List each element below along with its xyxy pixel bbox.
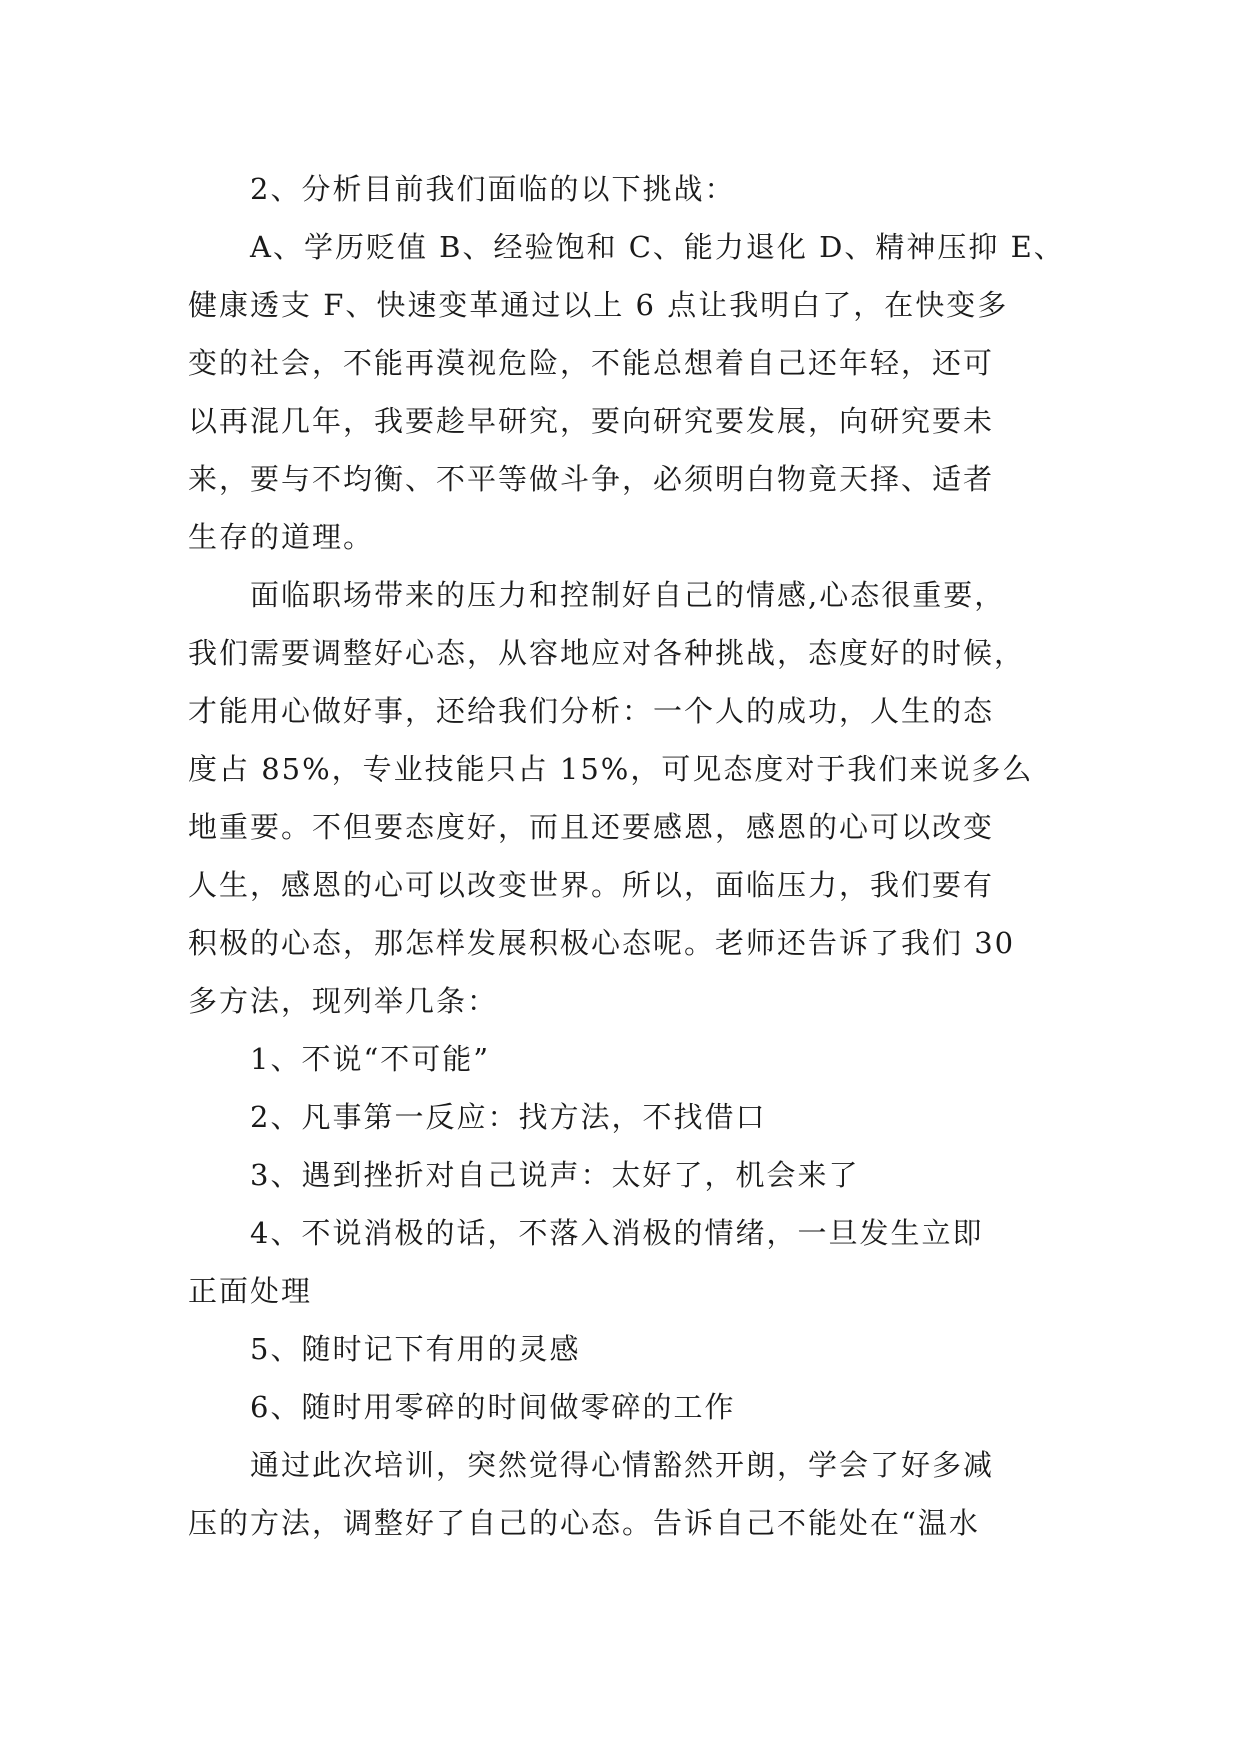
text-line: 生存的道理。 xyxy=(188,520,375,554)
text-line: 多方法，现列举几条： xyxy=(188,984,499,1018)
list-item: 1、不说“不可能” xyxy=(250,1042,491,1076)
document-body xyxy=(188,160,1065,1552)
text-line: 2、分析目前我们面临的以下挑战： xyxy=(250,172,736,206)
text-line: 人生，感恩的心可以改变世界。所以，面临压力，我们要有 xyxy=(188,868,995,902)
text-line: 面临职场带来的压力和控制好自己的情感,心态很重要， xyxy=(250,578,1006,612)
text-line: 地重要。不但要态度好，而且还要感恩，感恩的心可以改变 xyxy=(188,810,995,844)
text-line: 变的社会，不能再漠视危险，不能总想着自己还年轻，还可 xyxy=(188,346,995,380)
list-item: 4、不说消极的话，不落入消极的情绪，一旦发生立即 xyxy=(250,1216,984,1250)
text-line: A、学历贬值 B、经验饱和 C、能力退化 D、精神压抑 E、 xyxy=(250,230,1065,264)
list-item: 2、凡事第一反应：找方法，不找借口 xyxy=(250,1100,767,1134)
list-item: 6、随时用零碎的时间做零碎的工作 xyxy=(250,1390,736,1424)
text-line: 才能用心做好事，还给我们分析：一个人的成功，人生的态 xyxy=(188,694,995,728)
text-line: 通过此次培训，突然觉得心情豁然开朗，学会了好多减 xyxy=(250,1448,995,1482)
text-line: 以再混几年，我要趁早研究，要向研究要发展，向研究要未 xyxy=(188,404,995,438)
list-item: 5、随时记下有用的灵感 xyxy=(250,1332,581,1366)
text-line: 正面处理 xyxy=(188,1274,313,1308)
text-line: 积极的心态，那怎样发展积极心态呢。老师还告诉了我们 30 xyxy=(188,926,1016,960)
text-line: 来，要与不均衡、不平等做斗争，必须明白物竟天择、适者 xyxy=(188,462,995,496)
text-line: 压的方法，调整好了自己的心态。告诉自己不能处在“温水 xyxy=(188,1506,980,1540)
text-line: 度占 85%，专业技能只占 15%，可见态度对于我们来说多么 xyxy=(188,752,1034,786)
text-line: 我们需要调整好心态，从容地应对各种挑战，态度好的时候， xyxy=(188,636,1026,670)
list-item: 3、遇到挫折对自己说声：太好了，机会来了 xyxy=(250,1158,860,1192)
text-line: 健康透支 F、快速变革通过以上 6 点让我明白了，在快变多 xyxy=(188,288,1009,322)
